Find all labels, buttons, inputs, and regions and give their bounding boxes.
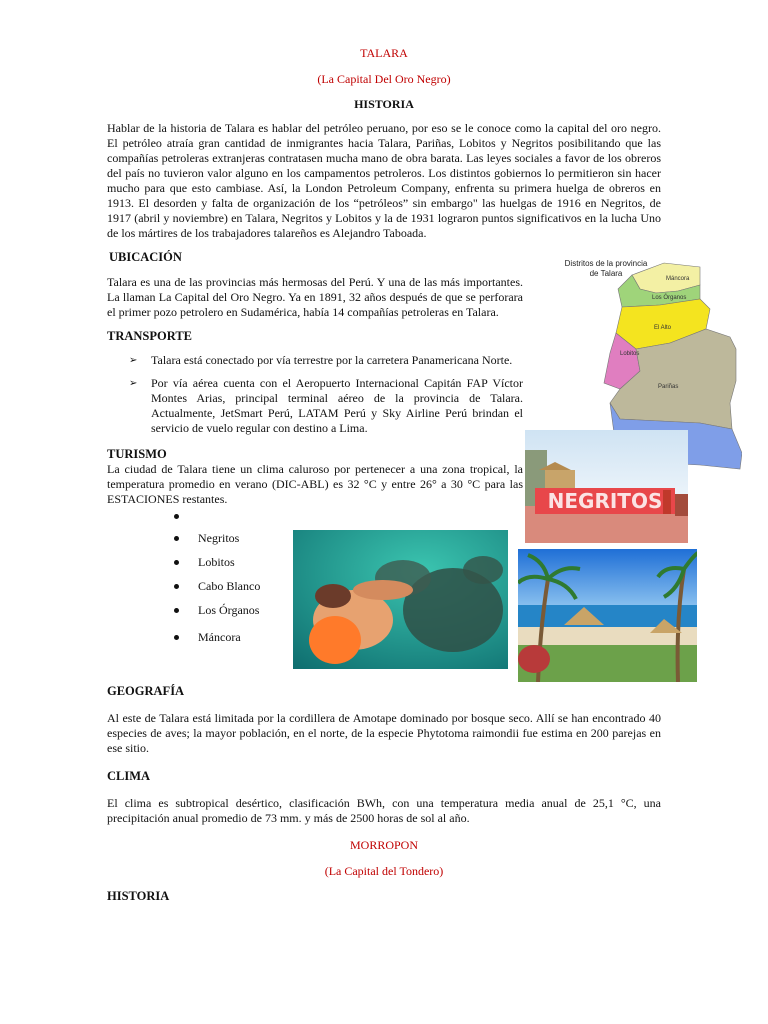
morropon-historia-heading: HISTORIA xyxy=(107,889,170,903)
talara-historia-text: Hablar de la historia de Talara es hablar del petróleo peruano, por eso se le conoce como la capital del oro negro. El petróleo atraía gran cantidad de inmigrantes hacia Talara, Pariñas, Lobitos y Negritos posibilitando que las compañías petroleras extranjeras contratasen mucha mano de obra barata. Las leyes sociales a favor de los obreros del país no tuvieron valor alguno en los campamentos petroleros. Los distintos gobiernos lo permitieron sin hacer mucho para que esto cambiase. Así, la London Petroleum Company, enfrenta su primera huelga de obreros en 1913. El desorden y falta de organización de los “petróleos” sin embargo" las huelgas de 1916 en Negritos, de 1917 (abril y noviembre) en Talara, Negritos y Lobitos y la de 1931 lograron puntos significativos en la lucha Uno de los mártires de los trabajadores talareños es Alejandro Taboada. xyxy=(107,121,661,240)
turtle-swim-photo xyxy=(293,530,508,669)
geografia-heading: GEOGRAFÍA xyxy=(107,684,185,698)
map-label-lobitos: Lobitos xyxy=(620,351,640,357)
geografia-text: Al este de Talara está limitada por la cordillera de Amotape dominado por bosque seco. Allí se han encontrado 40 especies de aves; la mayor población, en el norte, de la especie Phytotoma raimondii fue estima en 200 parejas en ese sitio. xyxy=(107,711,661,755)
map-label-los-organos: Los Órganos xyxy=(652,295,687,301)
place-name: Negritos xyxy=(198,531,240,545)
talara-title: TALARA xyxy=(360,46,408,60)
bullet-dot-icon xyxy=(174,608,179,613)
sign-text: NEGRITOS xyxy=(547,489,663,513)
turismo-text: La ciudad de Talara tiene un clima caluroso por pertenecer a una zona tropical, la temperatura promedio en verano (DIC-ABL) es 32 °C y entre 26° a 30 °C para las ESTACIONES restantes. xyxy=(107,462,523,506)
list-item xyxy=(107,353,523,368)
talara-historia-heading: HISTORIA xyxy=(354,97,414,111)
transporte-item-text: Talara está conectado por vía terrestre por la carretera Panamericana Norte. xyxy=(151,353,513,367)
list-item xyxy=(174,627,284,654)
arrow-bullet-icon: ➢ xyxy=(129,378,138,389)
bullet-dot-icon xyxy=(174,536,179,541)
list-item xyxy=(174,509,284,531)
talara-subtitle: (La Capital Del Oro Negro) xyxy=(317,72,451,86)
bullet-dot-icon xyxy=(174,560,179,565)
bullet-dot-icon xyxy=(174,514,179,519)
list-item xyxy=(107,376,523,436)
list-item xyxy=(174,531,284,555)
morropon-title: MORROPON xyxy=(349,838,418,852)
transporte-list xyxy=(107,353,523,436)
bullet-dot-icon xyxy=(174,635,179,640)
map-title-line2: de Talara xyxy=(589,269,623,278)
ubicacion-heading: UBICACIÓN xyxy=(109,250,182,264)
turismo-places-list xyxy=(174,509,284,654)
place-name: Cabo Blanco xyxy=(198,579,261,593)
map-label-el-alto: El Alto xyxy=(654,325,672,331)
place-name: Lobitos xyxy=(198,555,235,569)
ubicacion-text: Talara es una de las provincias más hermosas del Perú. Y una de las más importantes. La llaman La Capital del Oro Negro. Ya en 1891, 32 años después de que se perforara el primer pozo petrolero en Sudamérica, había 14 compañías petroleras en Talara. xyxy=(107,275,523,319)
clima-text: El clima es subtropical desértico, clasificación BWh, con una temperatura media anual de 25,1 °C, una precipitación anual promedio de 73 mm. y más de 2500 horas de sol al año. xyxy=(107,796,661,825)
transporte-item-text: Por vía aérea cuenta con el Aeropuerto Internacional Capitán FAP Víctor Montes Arias, principal terminal aéreo de la provincia de Talara. Actualmente, JetSmart Perú, LATAM Perú y Sky Airline Perú brindan el servicio de vuelo regular con destino a Lima. xyxy=(151,376,523,435)
clima-heading: CLIMA xyxy=(107,769,151,783)
list-item xyxy=(174,579,284,603)
beach-palms-photo xyxy=(518,549,697,682)
turismo-heading: TURISMO xyxy=(107,447,167,461)
morropon-subtitle: (La Capital del Tondero) xyxy=(324,864,444,878)
list-item xyxy=(174,555,284,579)
bullet-dot-icon xyxy=(174,584,179,589)
arrow-bullet-icon: ➢ xyxy=(129,355,138,366)
negritos-sign-photo xyxy=(525,430,688,543)
place-name: Los Órganos xyxy=(198,603,260,617)
transporte-heading: TRANSPORTE xyxy=(107,329,192,343)
map-label-mancora: Máncora xyxy=(666,276,690,282)
list-item xyxy=(174,603,284,627)
map-label-parinas: Pariñas xyxy=(658,384,679,390)
map-title-line1: Distritos de la provincia xyxy=(564,259,648,268)
place-name: Máncora xyxy=(198,630,241,644)
